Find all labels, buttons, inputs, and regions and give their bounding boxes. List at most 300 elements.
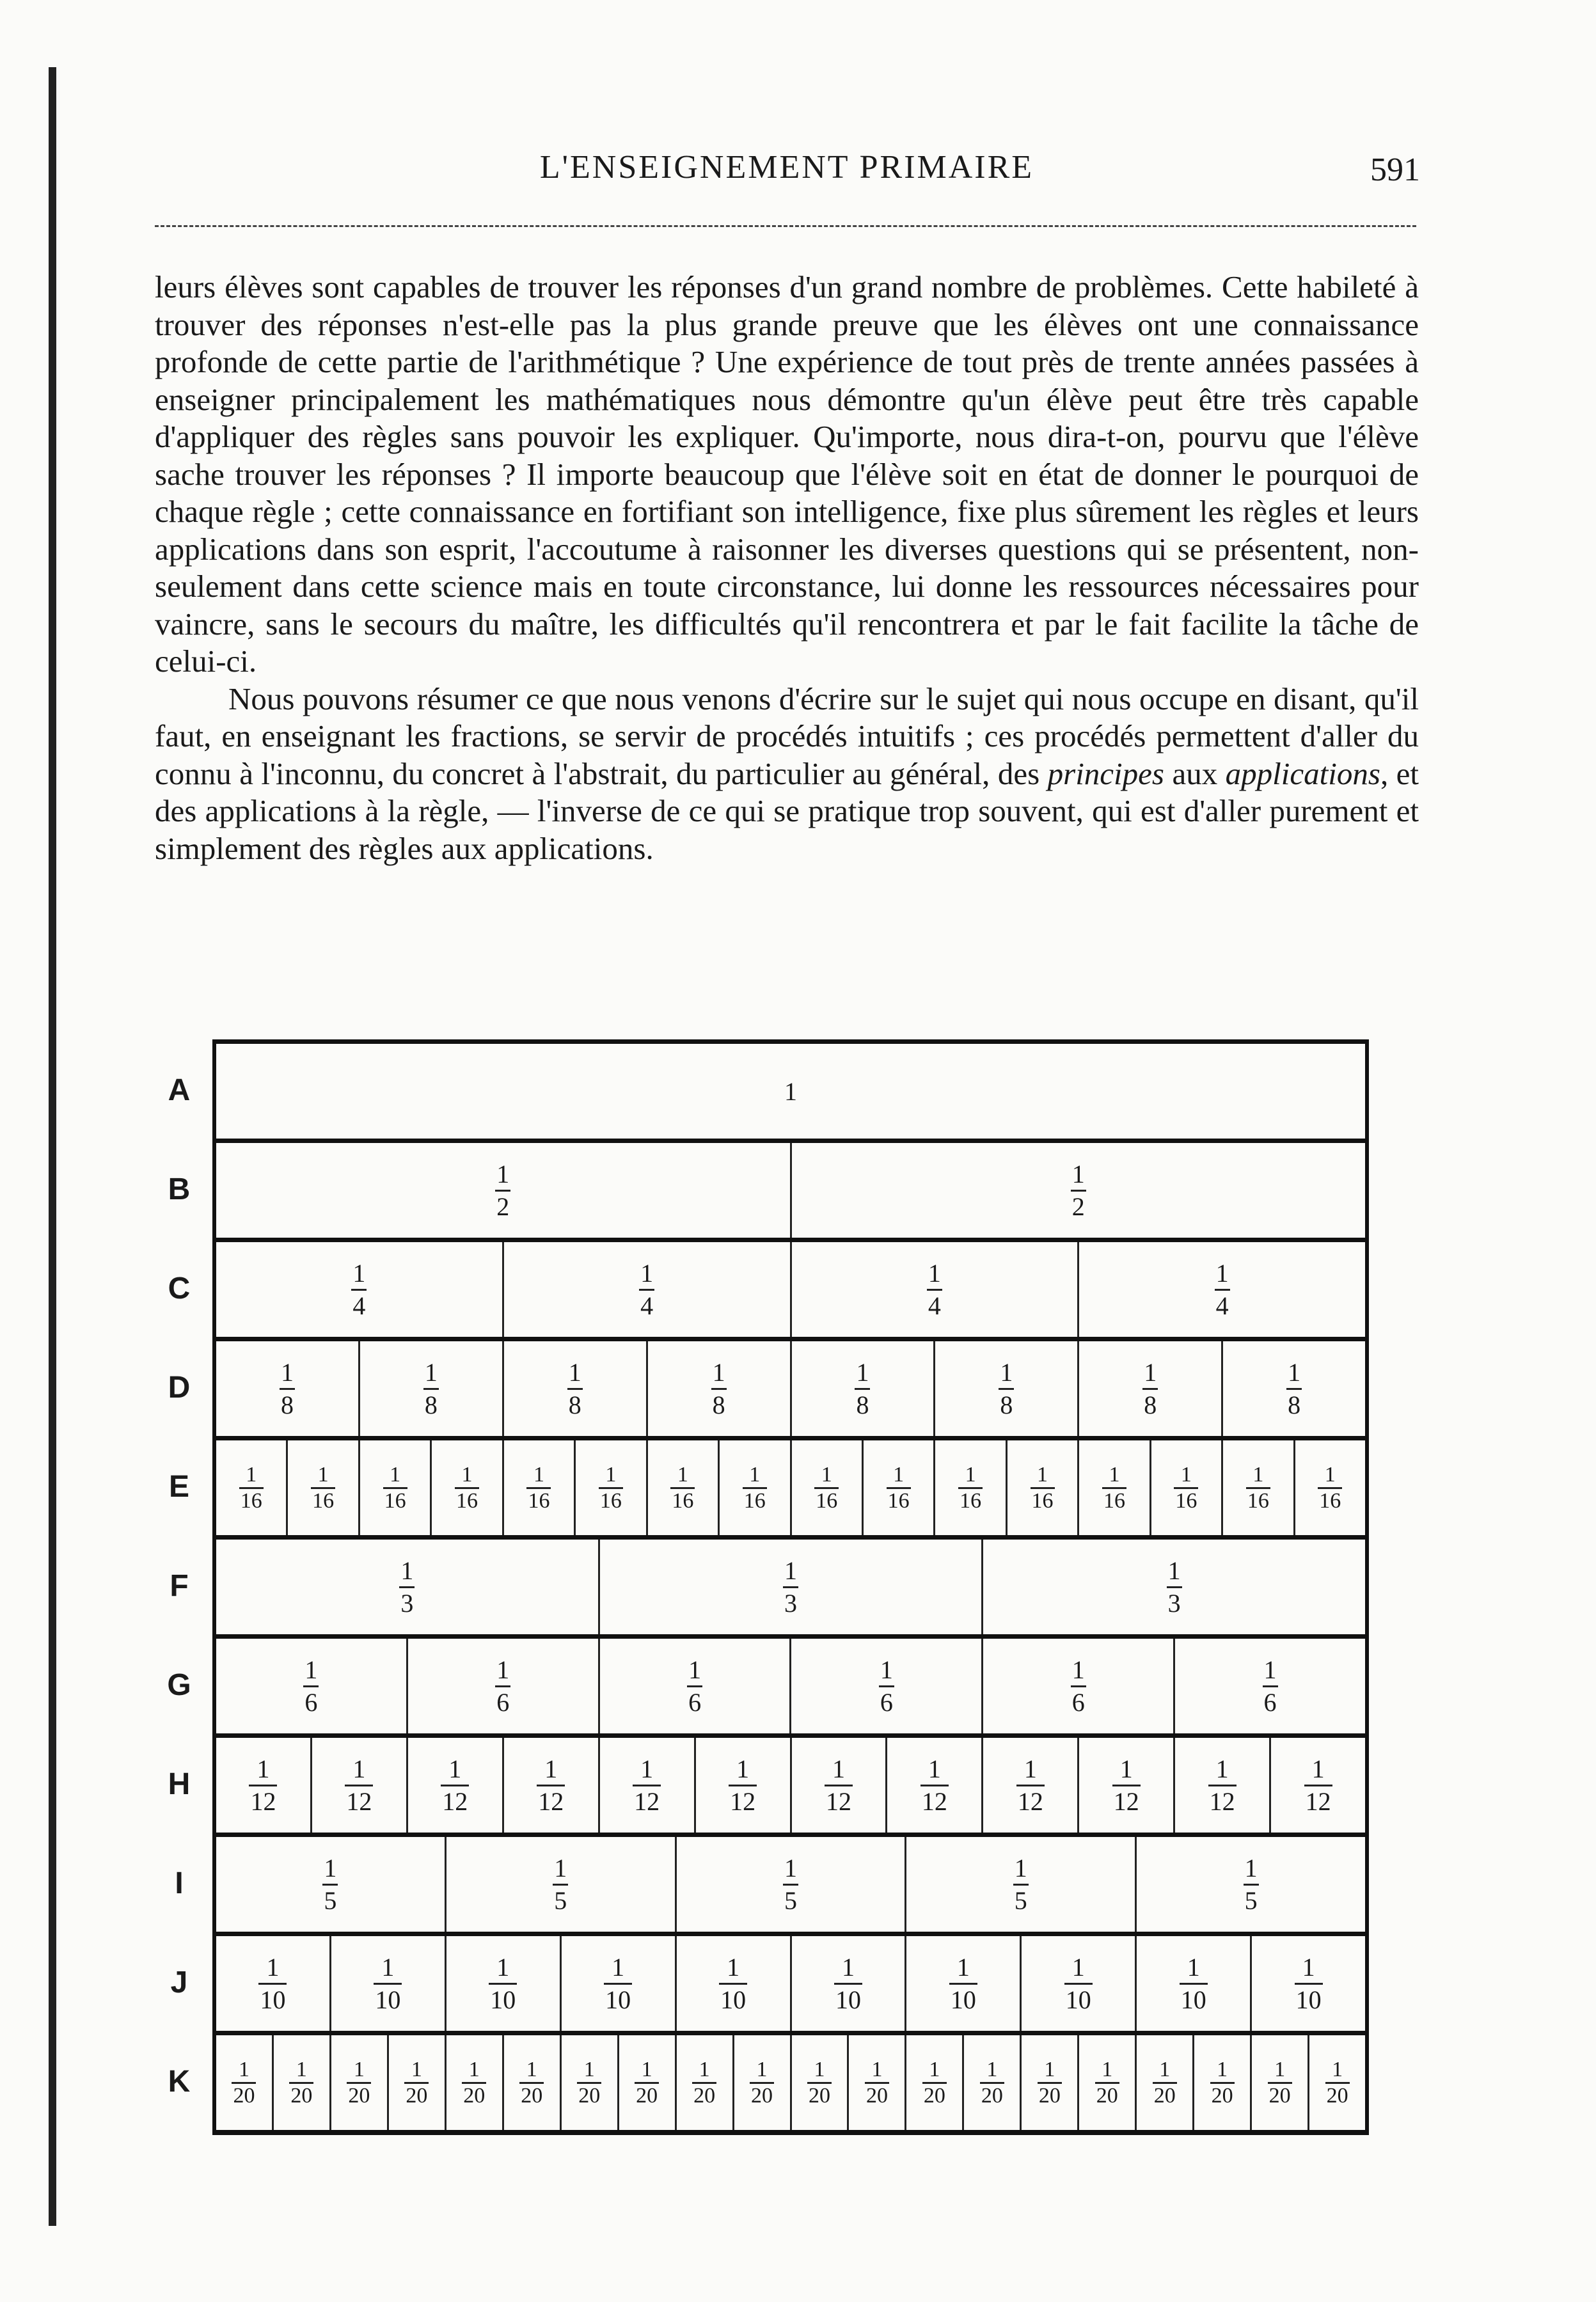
fraction-cell — [216, 1738, 310, 1833]
fraction-row-j — [212, 1932, 1369, 2031]
fraction-row-d — [212, 1337, 1369, 1436]
row-letter-b: B — [168, 1172, 191, 1206]
fraction-cell — [1077, 2035, 1135, 2130]
fraction-cell — [502, 1440, 574, 1535]
fraction-denominator: 12 — [1016, 1785, 1045, 1815]
fraction-label — [783, 1558, 798, 1616]
fraction-denominator: 5 — [1244, 1884, 1259, 1914]
paragraph-2-text-b: aux — [1164, 755, 1226, 791]
fraction-cell — [790, 1242, 1078, 1337]
fraction-label — [1071, 1657, 1086, 1715]
fraction-label — [280, 1357, 295, 1419]
fraction-label — [1064, 1952, 1093, 2014]
fraction-label — [1268, 2059, 1292, 2107]
fraction-cell — [310, 1738, 406, 1833]
fraction-denominator: 8 — [423, 1388, 439, 1418]
fraction-cell — [646, 1440, 718, 1535]
fraction-numerator: 1 — [784, 1556, 797, 1585]
fraction-denominator: 20 — [635, 2082, 659, 2107]
fraction-numerator: 1 — [893, 1462, 905, 1486]
fraction-cell — [445, 2035, 502, 2130]
fraction-label — [258, 1952, 287, 2014]
fraction-denominator: 16 — [1174, 1487, 1198, 1512]
fraction-label — [1246, 1464, 1270, 1512]
fraction-denominator: 16 — [599, 1487, 623, 1512]
fraction-label — [1112, 1756, 1141, 1815]
fraction-cell — [847, 2035, 905, 2130]
fraction-cell — [1135, 2035, 1192, 2130]
fraction-numerator: 1 — [238, 2057, 249, 2081]
fraction-numerator: 1 — [1332, 2057, 1343, 2081]
fraction-cell — [216, 1936, 329, 2031]
fraction-label — [495, 1159, 510, 1221]
fraction-numerator: 1 — [641, 2057, 652, 2081]
fraction-cell — [1006, 1440, 1077, 1535]
fraction-numerator: 1 — [496, 1655, 510, 1684]
fraction-cell — [574, 1440, 645, 1535]
fraction-label — [322, 1853, 338, 1915]
fraction-numerator: 1 — [1109, 1462, 1120, 1486]
row-letter-i: I — [175, 1866, 184, 1900]
fraction-label — [814, 1464, 839, 1512]
fraction-denominator: 2 — [1071, 1190, 1086, 1220]
fraction-label — [719, 1952, 747, 2014]
fraction-denominator: 12 — [345, 1785, 373, 1815]
row-letter-e: E — [168, 1470, 189, 1504]
fraction-cell — [387, 2035, 445, 2130]
fraction-numerator: 1 — [533, 1462, 544, 1486]
fraction-numerator: 1 — [1311, 1754, 1325, 1783]
fraction-cell — [598, 1639, 790, 1733]
fraction-cell — [329, 1936, 445, 2031]
fraction-label — [807, 2059, 832, 2107]
fraction-numerator: 1 — [688, 1655, 702, 1684]
row-letter-f: F — [170, 1569, 189, 1603]
fraction-label — [1210, 2059, 1235, 2107]
fraction-numerator: 1 — [1252, 1462, 1264, 1486]
fraction-denominator: 6 — [687, 1685, 702, 1715]
paragraph-1: leurs élèves sont capables de trouver les réponses d'un grand nombre de problèmes. Cette habileté à trouver des réponses n'est-elle pas la plus grande preuve que les élèves ont une connaissance profonde de cette partie de l'arithmétique ? Une expérience de tout près de trente années passées à enseigner principalement les mathématiques nous démontre qu'un élève peut être très capable d'appliquer des règles sans pouvoir les expliquer. Qu'importe, nous dira-t-on, pourvu que l'élève sache trouver les réponses ? Il importe beaucoup que l'élève soit en état de donner le pourquoi de chaque règle ; cette connaissance en fortifiant son intelligence, fixe plus sûrement les règles et leurs applications dans son esprit, l'accoutume à raisonner les diverses questions qui se présentent, non-seulement dans cette science mais en toute circonstance, lui donne les ressources nécessaires pour vaincre, sans le secours du maître, les difficultés qu'il rencontrera et par le fait facilite la tâche de celui-ci. — [155, 269, 1419, 679]
fraction-cell — [905, 1936, 1020, 2031]
fraction-cell — [286, 1440, 358, 1535]
fraction-numerator: 1 — [468, 2057, 480, 2081]
fraction-denominator: 6 — [879, 1685, 894, 1715]
fraction-numerator: 1 — [1263, 1655, 1277, 1684]
fraction-denominator: 4 — [1215, 1289, 1230, 1319]
fraction-label — [920, 1756, 949, 1815]
fraction-numerator: 1 — [1167, 1556, 1181, 1585]
fraction-row-g — [212, 1634, 1369, 1733]
fraction-cell — [962, 2035, 1020, 2130]
fraction-denominator: 20 — [922, 2082, 947, 2107]
fraction-cell — [1077, 1440, 1149, 1535]
fraction-denominator: 3 — [783, 1586, 798, 1616]
fraction-numerator: 1 — [965, 1462, 976, 1486]
fraction-cell — [1293, 1440, 1365, 1535]
fraction-denominator: 5 — [322, 1884, 338, 1914]
fraction-label — [1318, 1464, 1342, 1512]
fraction-cell — [216, 1143, 790, 1238]
fraction-label — [1102, 1464, 1126, 1512]
fraction-numerator: 1 — [381, 1952, 395, 1982]
fraction-cell — [1250, 2035, 1308, 2130]
fraction-label — [633, 1756, 661, 1815]
fraction-cell — [1221, 1341, 1365, 1436]
fraction-label — [1180, 1952, 1208, 2014]
fraction-cell — [358, 1440, 430, 1535]
fraction-denominator: 12 — [825, 1785, 853, 1815]
fraction-row-i — [212, 1833, 1369, 1932]
fraction-cell — [560, 1936, 675, 2031]
fraction-label — [927, 1258, 942, 1320]
fraction-label — [404, 2059, 429, 2107]
fraction-cell — [216, 2035, 272, 2130]
fraction-label — [303, 1657, 319, 1715]
fraction-denominator: 5 — [783, 1884, 798, 1914]
fraction-numerator: 1 — [1215, 1258, 1229, 1288]
fraction-denominator: 12 — [249, 1785, 277, 1815]
fraction-denominator: 12 — [920, 1785, 949, 1815]
fraction-denominator: 6 — [1071, 1685, 1086, 1715]
fraction-denominator: 2 — [495, 1190, 510, 1220]
fraction-numerator: 1 — [1102, 2057, 1113, 2081]
fraction-numerator: 1 — [1044, 2057, 1055, 2081]
fraction-cell — [885, 1738, 981, 1833]
fraction-row-a — [212, 1039, 1369, 1139]
row-letter-a: A — [168, 1073, 191, 1107]
fraction-numerator: 1 — [296, 2057, 307, 2081]
page-edge-shadow — [49, 67, 56, 2226]
fraction-numerator: 1 — [1244, 1853, 1258, 1882]
fraction-label — [1031, 1464, 1055, 1512]
page-header — [154, 148, 1420, 193]
fraction-cell — [216, 1540, 598, 1634]
fraction-cell — [790, 1936, 905, 2031]
fraction-cell — [1173, 1639, 1365, 1733]
fraction-denominator: 16 — [1246, 1487, 1270, 1512]
fraction-cell — [675, 1837, 905, 1932]
fraction-cell — [1221, 1440, 1293, 1535]
fraction-denominator: 12 — [441, 1785, 469, 1815]
fraction-numerator: 1 — [928, 1258, 941, 1288]
fraction-denominator: 6 — [495, 1685, 510, 1715]
fraction-denominator: 10 — [489, 1983, 517, 2013]
fraction-numerator: 1 — [583, 2057, 595, 2081]
fraction-numerator: 1 — [1071, 1159, 1085, 1188]
fraction-numerator: 1 — [1302, 1952, 1315, 1982]
fraction-label — [692, 2059, 716, 2107]
fraction-numerator: 1 — [1288, 1357, 1301, 1387]
fraction-numerator: 1 — [841, 1952, 855, 1982]
header-rule — [155, 225, 1416, 227]
fraction-label — [635, 2059, 659, 2107]
fraction-denominator: 16 — [743, 1487, 767, 1512]
fraction-denominator: 6 — [1263, 1685, 1278, 1715]
fraction-cell — [790, 1143, 1366, 1238]
fraction-numerator: 1 — [1159, 2057, 1171, 2081]
fraction-numerator: 1 — [986, 2057, 998, 2081]
fraction-label — [887, 1464, 911, 1512]
body-text — [155, 269, 1419, 867]
fraction-numerator: 1 — [956, 1952, 970, 1982]
fraction-numerator: 1 — [411, 2057, 422, 2081]
fraction-numerator: 1 — [1274, 2057, 1286, 2081]
fraction-numerator: 1 — [1215, 1754, 1229, 1783]
fraction-numerator: 1 — [640, 1754, 654, 1783]
fraction-cell — [216, 1639, 406, 1733]
fraction-label — [639, 1258, 654, 1320]
fraction-cell — [216, 1837, 445, 1932]
fraction-label — [232, 2059, 256, 2107]
fraction-numerator: 1 — [1119, 1754, 1133, 1783]
fraction-cell — [905, 2035, 962, 2130]
fraction-label — [1215, 1258, 1230, 1320]
fraction-denominator: 20 — [519, 2082, 544, 2107]
fraction-cell — [216, 1044, 1365, 1139]
fraction-label — [999, 1357, 1014, 1419]
fraction-cell — [862, 1440, 933, 1535]
fraction-numerator: 1 — [304, 1655, 318, 1684]
fraction-cell — [790, 2035, 848, 2130]
fraction-label — [537, 1756, 565, 1815]
fraction-cell — [358, 1341, 502, 1436]
fraction-denominator: 12 — [537, 1785, 565, 1815]
fraction-numerator: 1 — [496, 1952, 510, 1982]
fraction-cell — [216, 1242, 502, 1337]
fraction-numerator: 1 — [1187, 1952, 1200, 1982]
fraction-cell — [598, 1540, 982, 1634]
fraction-denominator: 20 — [1325, 2082, 1350, 2107]
fraction-label — [311, 1464, 335, 1512]
fraction-cell — [1020, 2035, 1077, 2130]
fraction-numerator: 1 — [727, 1952, 740, 1982]
fraction-label — [1295, 1952, 1323, 2014]
fraction-label — [399, 1558, 415, 1616]
fraction-numerator: 1 — [554, 1853, 567, 1882]
fraction-denominator: 20 — [577, 2082, 601, 2107]
fraction-numerator: 1 — [736, 1754, 750, 1783]
row-letter-c: C — [168, 1272, 191, 1305]
fraction-numerator: 1 — [1000, 1357, 1013, 1387]
fraction-denominator: 20 — [1038, 2082, 1062, 2107]
fraction-cell — [560, 2035, 617, 2130]
fraction-cell — [1020, 1936, 1135, 2031]
fraction-numerator: 1 — [526, 2057, 537, 2081]
fraction-label — [553, 1853, 568, 1915]
fraction-label — [1286, 1357, 1302, 1419]
fraction-numerator: 1 — [871, 2057, 883, 2081]
fraction-numerator: 1 — [856, 1357, 869, 1387]
fraction-denominator: 8 — [1142, 1388, 1158, 1418]
fraction-label — [599, 1464, 623, 1512]
fraction-numerator: 1 — [280, 1357, 294, 1387]
fraction-label — [1174, 1464, 1198, 1512]
fraction-label — [687, 1657, 702, 1715]
fraction-numerator: 1 — [1180, 1462, 1192, 1486]
fraction-numerator: 1 — [612, 1952, 625, 1982]
fraction-denominator: 4 — [351, 1289, 367, 1319]
fraction-numerator: 1 — [821, 1462, 832, 1486]
fraction-label — [455, 1464, 479, 1512]
fraction-label — [239, 1464, 264, 1512]
fraction-cell — [790, 1440, 862, 1535]
fraction-cell — [790, 1341, 934, 1436]
fraction-denominator: 10 — [949, 1983, 977, 2013]
fraction-denominator: 10 — [374, 1983, 402, 2013]
fraction-cell — [1077, 1242, 1365, 1337]
fraction-numerator: 1 — [880, 1655, 893, 1684]
fraction-denominator: 20 — [1153, 2082, 1177, 2107]
fraction-numerator: 1 — [424, 1357, 438, 1387]
fraction-numerator: 1 — [1037, 1462, 1048, 1486]
fraction-cell — [790, 1738, 886, 1833]
fraction-denominator: 16 — [887, 1487, 911, 1512]
fraction-row-f — [212, 1535, 1369, 1634]
fraction-label — [351, 1258, 367, 1320]
fraction-cell — [732, 2035, 790, 2130]
fraction-cell — [502, 2035, 560, 2130]
fraction-denominator: 16 — [1318, 1487, 1342, 1512]
fraction-cell — [502, 1242, 790, 1337]
fraction-label — [949, 1952, 977, 2014]
fraction-cell — [933, 1341, 1077, 1436]
fraction-numerator: 1 — [928, 1754, 941, 1783]
fraction-cell — [933, 1440, 1005, 1535]
fraction-cell — [981, 1540, 1365, 1634]
fraction-numerator: 1 — [1023, 1754, 1037, 1783]
fraction-numerator: 1 — [1014, 1853, 1027, 1882]
fraction-cell — [675, 1936, 790, 2031]
fraction-numerator: 1 — [353, 2057, 365, 2081]
fraction-denominator: 16 — [1102, 1487, 1126, 1512]
fraction-numerator: 1 — [246, 1462, 257, 1486]
fraction-cell — [272, 2035, 329, 2130]
fraction-label — [729, 1756, 757, 1815]
fraction-denominator: 20 — [404, 2082, 429, 2107]
fraction-cell — [694, 1738, 790, 1833]
fraction-denominator: 20 — [1210, 2082, 1235, 2107]
fraction-denominator: 10 — [258, 1983, 287, 2013]
fraction-denominator: 3 — [1167, 1586, 1182, 1616]
fraction-row-c — [212, 1238, 1369, 1337]
fraction-denominator: 8 — [711, 1388, 727, 1418]
page-number: 591 — [1370, 152, 1420, 188]
fraction-label — [289, 2059, 313, 2107]
fraction-label — [1167, 1558, 1182, 1616]
fraction-denominator: 16 — [958, 1487, 983, 1512]
fraction-label — [495, 1657, 510, 1715]
fraction-cell — [1135, 1936, 1250, 2031]
fraction-label — [519, 2059, 544, 2107]
fraction-numerator: 1 — [1324, 1462, 1336, 1486]
fraction-cell — [1077, 1341, 1221, 1436]
fraction-label — [825, 1756, 853, 1815]
fraction-label — [1244, 1853, 1259, 1915]
paragraph-2-emphasis-principes: principes — [1047, 755, 1164, 791]
fraction-label — [1304, 1756, 1332, 1815]
fraction-denominator: 20 — [807, 2082, 832, 2107]
fraction-cell — [1269, 1738, 1365, 1833]
fraction-numerator: 1 — [317, 1462, 329, 1486]
fraction-label — [1208, 1756, 1237, 1815]
fraction-label — [743, 1464, 767, 1512]
fraction-cell — [502, 1738, 598, 1833]
fraction-cell — [981, 1639, 1173, 1733]
fraction-cell — [905, 1837, 1135, 1932]
fraction-denominator: 20 — [347, 2082, 371, 2107]
fraction-cell — [675, 2035, 732, 2130]
fraction-denominator: 20 — [1095, 2082, 1119, 2107]
fraction-label — [526, 1464, 551, 1512]
fraction-label — [577, 2059, 601, 2107]
fraction-cell — [445, 1936, 560, 2031]
fraction-cell — [789, 1639, 981, 1733]
fraction-cell — [1173, 1738, 1269, 1833]
fraction-row-k — [212, 2031, 1369, 2135]
row-letter-d: D — [168, 1371, 191, 1405]
fraction-label — [980, 2059, 1004, 2107]
fraction-numerator: 1 — [1071, 1655, 1085, 1684]
fraction-row-e — [212, 1436, 1369, 1535]
fraction-cell — [216, 1440, 286, 1535]
fraction-label — [834, 1952, 862, 2014]
fraction-denominator: 5 — [1013, 1884, 1029, 1914]
fraction-label — [567, 1357, 583, 1419]
fraction-cell — [329, 2035, 387, 2130]
fraction-numerator: 1 — [568, 1357, 581, 1387]
fraction-denominator: 10 — [1295, 1983, 1323, 2013]
fraction-label — [383, 1464, 407, 1512]
fraction-cell — [445, 1837, 675, 1932]
fraction-label — [345, 1756, 373, 1815]
fraction-denominator: 20 — [980, 2082, 1004, 2107]
fraction-denominator: 8 — [1286, 1388, 1302, 1418]
fraction-numerator: 1 — [1144, 1357, 1157, 1387]
fraction-numerator: 1 — [390, 1462, 401, 1486]
fraction-denominator: 6 — [303, 1685, 319, 1715]
fraction-cell — [1150, 1440, 1221, 1535]
fraction-denominator: 20 — [692, 2082, 716, 2107]
fraction-denominator: 10 — [604, 1983, 632, 2013]
fraction-denominator: 16 — [383, 1487, 407, 1512]
fraction-label — [1325, 2059, 1350, 2107]
fraction-denominator: 16 — [239, 1487, 264, 1512]
fraction-denominator: 8 — [567, 1388, 583, 1418]
fraction-cell — [1250, 1936, 1365, 2031]
fraction-cell — [598, 1738, 694, 1833]
fraction-denominator: 4 — [639, 1289, 654, 1319]
fraction-chart-figure — [160, 1039, 1388, 2127]
fraction-denominator: 16 — [814, 1487, 839, 1512]
fraction-numerator: 1 — [266, 1952, 280, 1982]
fraction-denominator: 20 — [1268, 2082, 1292, 2107]
fraction-numerator: 1 — [1217, 2057, 1228, 2081]
fraction-numerator: 1 — [784, 1853, 797, 1882]
running-title: L'ENSEIGNEMENT PRIMAIRE — [539, 149, 1034, 185]
fraction-numerator: 1 — [699, 2057, 710, 2081]
fraction-denominator: 20 — [289, 2082, 313, 2107]
fraction-label — [855, 1357, 870, 1419]
fraction-denominator: 10 — [1064, 1983, 1093, 2013]
fraction-denominator: 12 — [633, 1785, 661, 1815]
fraction-label — [374, 1952, 402, 2014]
fraction-denominator: 16 — [455, 1487, 479, 1512]
fraction-label — [1038, 2059, 1062, 2107]
fraction-label — [711, 1357, 727, 1419]
fraction-denominator: 20 — [865, 2082, 889, 2107]
fraction-denominator: 16 — [526, 1487, 551, 1512]
fraction-numerator: 1 — [1071, 1952, 1085, 1982]
